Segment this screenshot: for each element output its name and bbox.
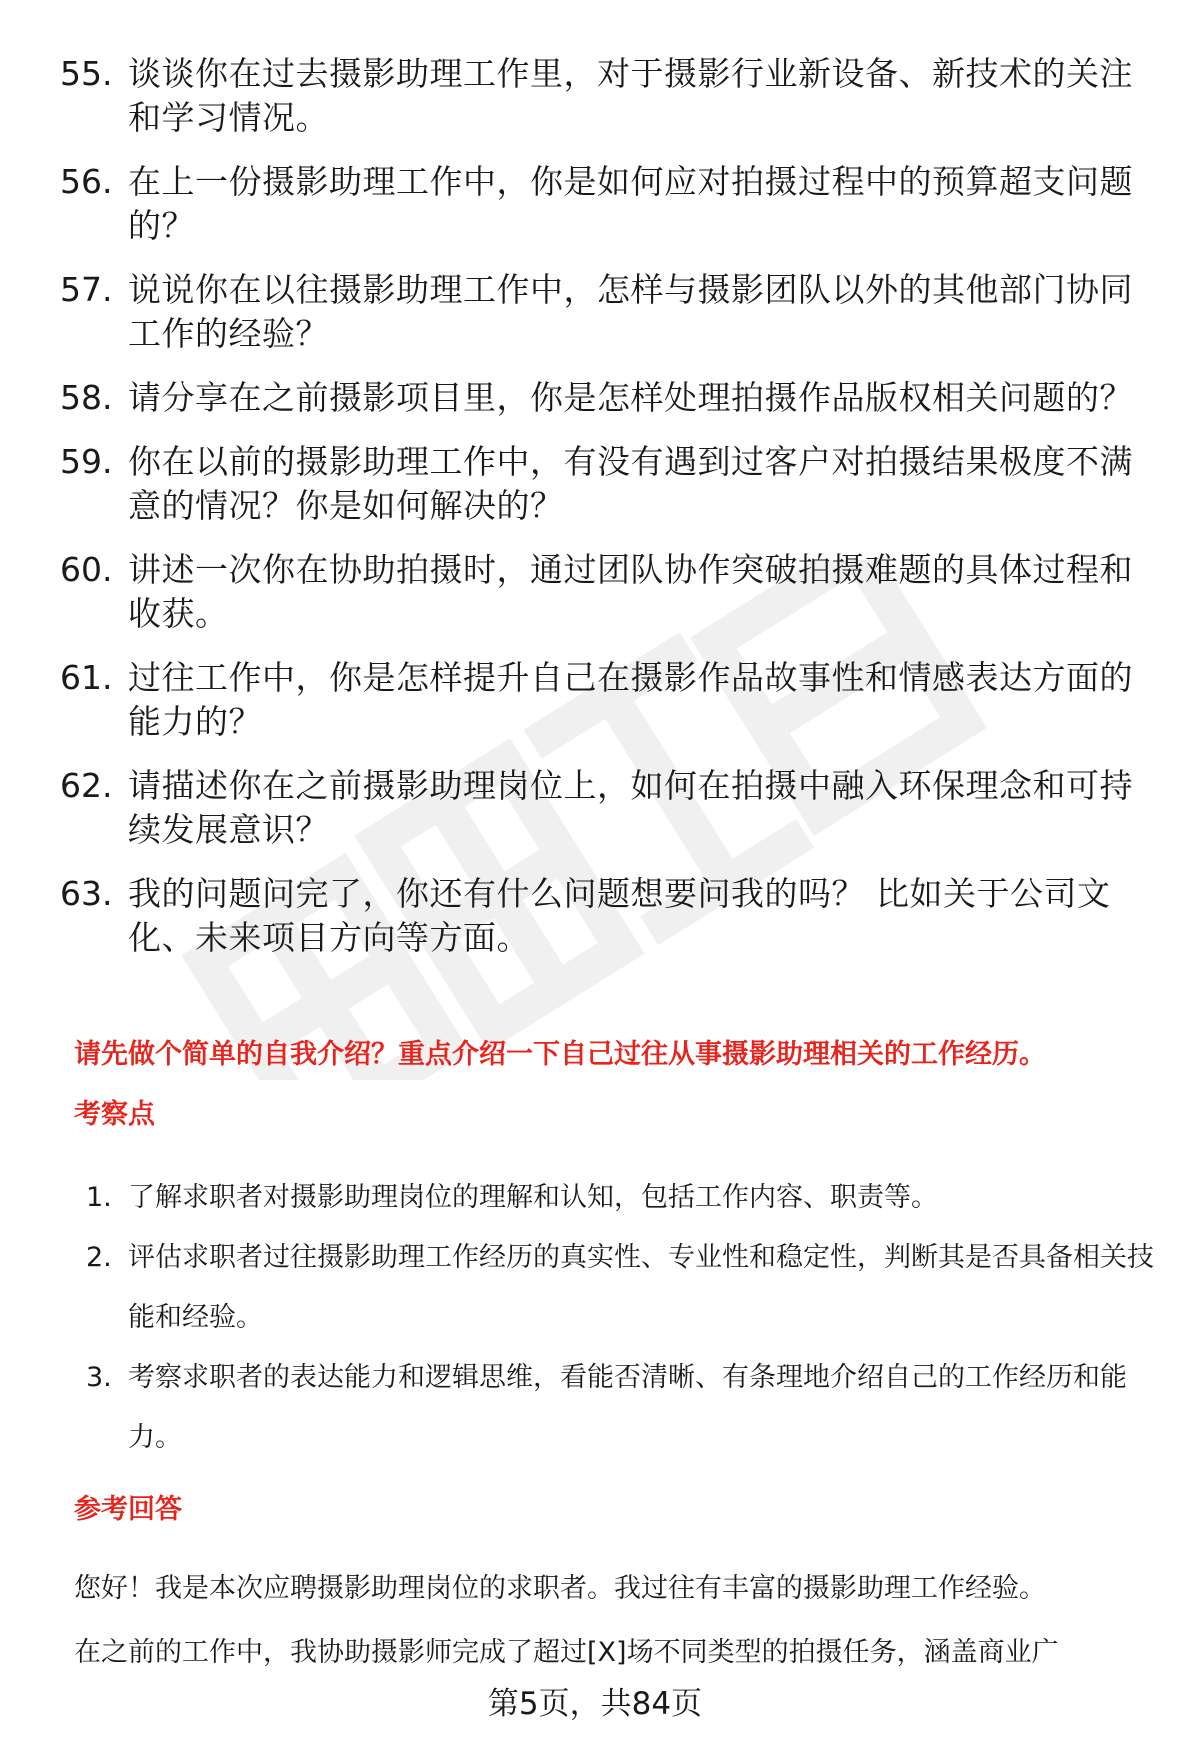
list-item [60, 440, 1160, 528]
question-number: 57. [60, 270, 113, 309]
question-number: 63. [60, 874, 113, 913]
point-number: 2. [86, 1242, 112, 1273]
point-text: 了解求职者对摄影助理岗位的理解和认知，包括工作内容、职责等。 [128, 1182, 938, 1213]
question-number: 62. [60, 766, 113, 805]
point-text: 考察求职者的表达能力和逻辑思维，看能否清晰、有条理地介绍自己的工作经历和能力。 [128, 1362, 1127, 1453]
question-text: 讲述一次你在协助拍摄时，通过团队协作突破拍摄难题的具体过程和收获。 [128, 550, 1133, 633]
question-number: 55. [60, 54, 113, 93]
points-list [86, 1168, 1166, 1468]
question-text: 说说你在以往摄影助理工作中，怎样与摄影团队以外的其他部门协同工作的经验？ [128, 270, 1133, 353]
question-list [60, 52, 1160, 980]
point-number: 1. [86, 1182, 112, 1213]
list-item [60, 872, 1160, 960]
page-number: 第5页，共84页 [487, 1686, 703, 1722]
question-text: 请描述你在之前摄影助理岗位上，如何在拍摄中融入环保理念和可持续发展意识？ [128, 766, 1133, 849]
question-number: 60. [60, 550, 113, 589]
question-text: 请分享在之前摄影项目里，你是怎样处理拍摄作品版权相关问题的？ [128, 378, 1133, 417]
question-text: 我的问题问完了，你还有什么问题想要问我的吗？ 比如关于公司文化、未来项目方向等方面。 [128, 874, 1111, 957]
list-item [60, 548, 1160, 636]
question-number: 61. [60, 658, 113, 697]
point-text: 评估求职者过往摄影助理工作经历的真实性、专业性和稳定性，判断其是否具备相关技能和经验。 [128, 1242, 1154, 1333]
question-text: 在上一份摄影助理工作中，你是如何应对拍摄过程中的预算超支问题的？ [128, 162, 1133, 245]
question-number: 58. [60, 378, 113, 417]
question-text: 过往工作中，你是怎样提升自己在摄影作品故事性和情感表达方面的能力的？ [128, 658, 1133, 741]
point-number: 3. [86, 1362, 112, 1393]
list-item [86, 1168, 1166, 1228]
list-item [86, 1348, 1166, 1468]
section-heading: 请先做个简单的自我介绍？重点介绍一下自己过往从事摄影助理相关的工作经历。 [74, 1039, 1046, 1070]
answer-text: 您好！我是本次应聘摄影助理岗位的求职者。我过往有丰富的摄影助理工作经验。 在之前的工作中，我协助摄影师完成了超过[X]场不同类型的拍摄任务，涵盖商业广 [74, 1573, 1059, 1668]
question-number: 56. [60, 162, 113, 201]
question-number: 59. [60, 442, 113, 481]
list-item [86, 1228, 1166, 1348]
question-text: 谈谈你在过去摄影助理工作里，对于摄影行业新设备、新技术的关注和学习情况。 [128, 54, 1133, 137]
list-item [60, 376, 1160, 420]
list-item [60, 268, 1160, 356]
list-item [60, 656, 1160, 744]
list-item [60, 160, 1160, 248]
points-label: 考察点 [74, 1099, 155, 1130]
list-item [60, 52, 1160, 140]
list-item [60, 764, 1160, 852]
answer-label: 参考回答 [74, 1494, 182, 1525]
question-text: 你在以前的摄影助理工作中，有没有遇到过客户对拍摄结果极度不满意的情况？你是如何解决的？ [128, 442, 1133, 525]
